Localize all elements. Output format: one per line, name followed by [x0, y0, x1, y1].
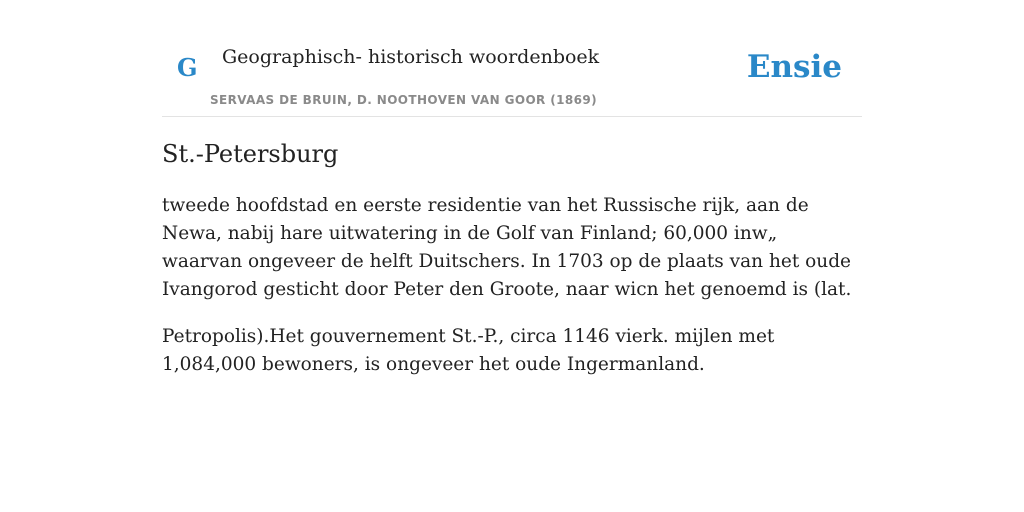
book-title-link[interactable]: Geographisch- historisch woordenboek	[222, 46, 600, 68]
page-container	[162, 0, 862, 375]
header	[162, 0, 862, 117]
ensie-logo-link[interactable]: Ensie	[746, 49, 842, 85]
entry-title: St.-Petersburg	[162, 140, 339, 168]
book-logo-icon[interactable]: G	[177, 53, 198, 82]
entry-paragraph: Petropolis).Het gouvernement St.-P., circa 1146 vierk. mijlen met 1,084,000 bewoners, is ongeveer het oude Ingermanland.	[162, 326, 775, 375]
entry-paragraph: tweede hoofdstad en eerste residentie van het Russische rijk, aan de Newa, nabij hare uitwatering in de Golf van Finland; 60,000 inw„ waarvan ongeveer de helft Duitschers. In 1703 op de plaats van het oude Ivangorod gesticht door Peter den Groote, naar wicn het genoemd is (lat.	[162, 195, 852, 300]
book-authors: SERVAAS DE BRUIN, D. NOOTHOVEN VAN GOOR (1869)	[210, 93, 598, 107]
entry-body	[162, 192, 862, 398]
